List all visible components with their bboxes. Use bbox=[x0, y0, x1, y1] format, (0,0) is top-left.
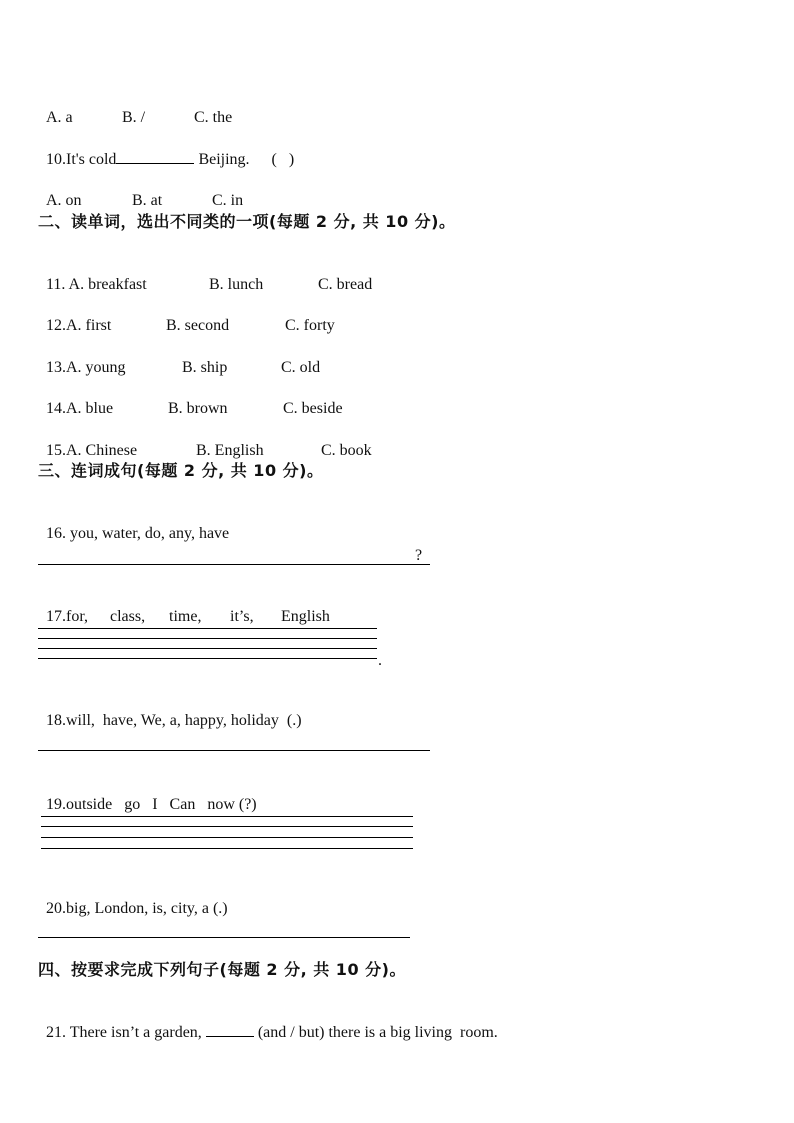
q14-option-c: C. beside bbox=[283, 400, 343, 417]
q13-number: 13 bbox=[46, 359, 62, 376]
q21-text-pre: . There isn’t a garden, bbox=[62, 1024, 206, 1041]
q17-end-mark: . bbox=[378, 652, 382, 669]
q15-item bbox=[38, 421, 372, 461]
q11-number: 11 bbox=[46, 276, 62, 293]
q10-answer-paren[interactable]: ( ) bbox=[271, 151, 295, 168]
q15-option-a: .A. Chinese bbox=[62, 442, 138, 459]
q14-option-b: B. brown bbox=[168, 400, 228, 417]
q16-answer-line[interactable] bbox=[38, 564, 430, 565]
q13-option-c: C. old bbox=[281, 359, 321, 376]
q12-option-a: .A. first bbox=[62, 317, 112, 334]
q17-word-4: it’s, bbox=[230, 608, 254, 625]
q16-words: . you, water, do, any, have bbox=[62, 525, 230, 542]
q11-item bbox=[38, 255, 372, 295]
q14-option-a: .A. blue bbox=[62, 400, 114, 417]
q20-prompt bbox=[38, 879, 228, 919]
q16-end-mark: ? bbox=[415, 547, 423, 564]
q17-answer-line-4[interactable] bbox=[38, 658, 377, 659]
q12-option-b: B. second bbox=[166, 317, 230, 334]
q9-option-b: B. / bbox=[122, 109, 146, 126]
q18-words: .will, have, We, a, happy, holiday (.) bbox=[62, 712, 302, 729]
q19-prompt bbox=[38, 775, 257, 815]
q20-answer-line[interactable] bbox=[38, 937, 410, 938]
q20-words: .big, London, is, city, a (.) bbox=[62, 900, 228, 917]
q10-options bbox=[38, 171, 243, 211]
q17-prompt bbox=[38, 587, 330, 627]
q10-option-b: B. at bbox=[132, 192, 163, 209]
q19-words: .outside go I Can now (?) bbox=[62, 796, 257, 813]
q11-option-a: . A. breakfast bbox=[61, 276, 147, 293]
q21-number: 21 bbox=[46, 1024, 62, 1041]
q9-options bbox=[38, 88, 232, 128]
q10-option-a: A. on bbox=[46, 192, 82, 209]
q17-word-1: .for, bbox=[62, 608, 89, 625]
q21-question bbox=[38, 1003, 498, 1043]
q17-answer-line-2[interactable] bbox=[38, 638, 377, 639]
q13-option-b: B. ship bbox=[182, 359, 228, 376]
q13-option-a: .A. young bbox=[62, 359, 126, 376]
q14-item bbox=[38, 379, 343, 419]
q12-item bbox=[38, 296, 335, 336]
q19-answer-line-1[interactable] bbox=[41, 816, 413, 817]
q17-word-3: time, bbox=[169, 608, 202, 625]
q10-question bbox=[38, 130, 294, 170]
q10-text-pre: It's cold bbox=[66, 151, 117, 168]
q9-option-c: C. the bbox=[194, 109, 233, 126]
q12-option-c: C. forty bbox=[285, 317, 335, 334]
q10-option-c: C. in bbox=[212, 192, 244, 209]
q17-word-2: class, bbox=[110, 608, 146, 625]
q9-option-a: A. a bbox=[46, 109, 73, 126]
q13-item bbox=[38, 338, 320, 378]
section-2-heading: 二、读单词，选出不同类的一项(每题 2 分, 共 10 分)。 bbox=[38, 212, 456, 231]
q20-number: 20 bbox=[46, 900, 62, 917]
q19-number: 19 bbox=[46, 796, 62, 813]
q18-prompt bbox=[38, 691, 302, 731]
q15-number: 15 bbox=[46, 442, 62, 459]
q17-answer-line-1[interactable] bbox=[38, 628, 377, 629]
q16-prompt bbox=[38, 504, 229, 544]
q10-text-post: Beijing. bbox=[194, 151, 250, 168]
q19-answer-line-3[interactable] bbox=[41, 837, 413, 838]
q21-blank[interactable] bbox=[206, 1036, 254, 1037]
q11-option-c: C. bread bbox=[318, 276, 373, 293]
q10-number: 10. bbox=[46, 151, 66, 168]
q18-answer-line[interactable] bbox=[38, 750, 430, 751]
q15-option-b: B. English bbox=[196, 442, 264, 459]
q19-answer-line-2[interactable] bbox=[41, 826, 413, 827]
q19-answer-line-4[interactable] bbox=[41, 848, 413, 849]
q17-word-5: English bbox=[281, 608, 330, 625]
q12-number: 12 bbox=[46, 317, 62, 334]
q15-option-c: C. book bbox=[321, 442, 372, 459]
section-4-heading: 四、按要求完成下列句子(每题 2 分, 共 10 分)。 bbox=[38, 960, 406, 979]
q17-answer-line-3[interactable] bbox=[38, 648, 377, 649]
q17-number: 17 bbox=[46, 608, 62, 625]
q11-option-b: B. lunch bbox=[209, 276, 264, 293]
section-3-heading: 三、连词成句(每题 2 分, 共 10 分)。 bbox=[38, 461, 324, 480]
q21-text-post: (and / but) there is a big living room. bbox=[253, 1024, 498, 1041]
q16-number: 16 bbox=[46, 525, 62, 542]
q18-number: 18 bbox=[46, 712, 62, 729]
q10-blank[interactable] bbox=[116, 163, 194, 164]
q14-number: 14 bbox=[46, 400, 62, 417]
